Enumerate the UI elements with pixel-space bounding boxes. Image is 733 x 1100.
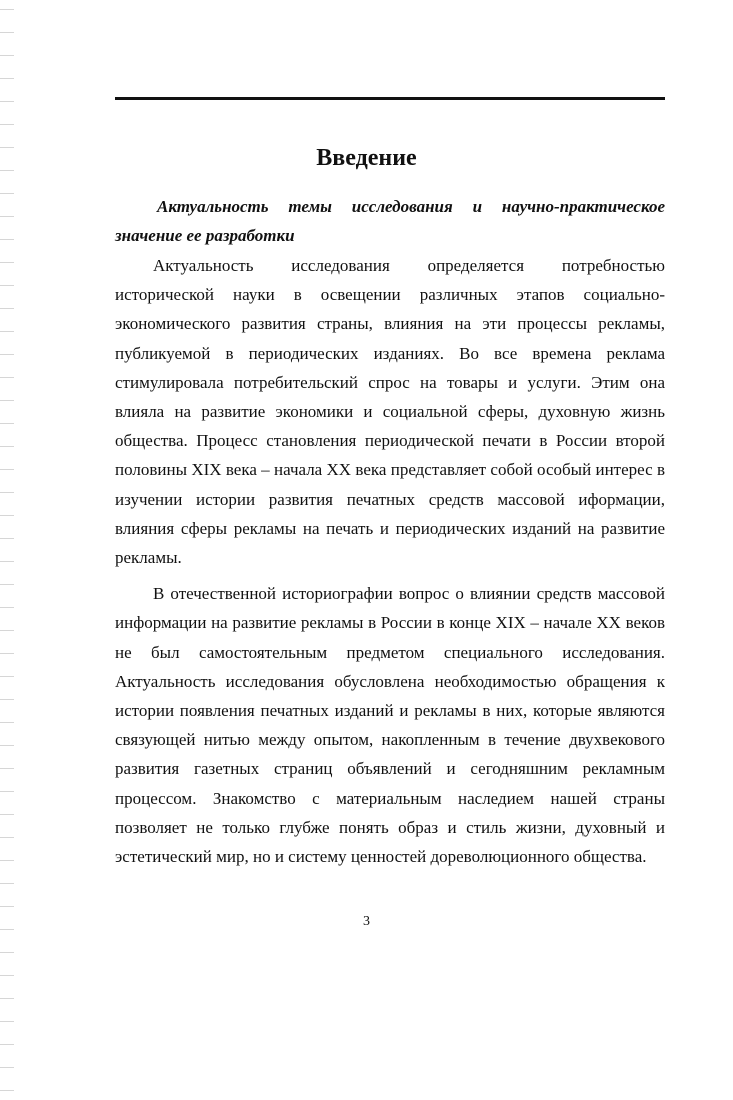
section-heading-line-2: значение ее разработки (115, 226, 295, 245)
paragraph-1: Актуальность исследования определяется потребностью исторической науки в освещении различных этапов социально-экономического развития страны, влияния на эти процессы рекламы, публикуемой в периодических изданиях. Во все времена реклама стимулировала потребительский спрос на товары и услуги. Этим она влияла на развитие экономики и социальной сферы, духовную жизнь общества. Процесс становления периодической печати в России второй половины XIX века – начала XX века представляет собой особый интерес в изучении истории развития печатных средств массовой иформации, влияния сферы рекламы на печать и периодических изданий на развитие рекламы. (115, 256, 665, 568)
page-number: 3 (363, 914, 370, 929)
body-text (115, 251, 665, 871)
header-rule (115, 97, 665, 100)
paragraph-2: В отечественной историографии вопрос о влиянии средств массовой информации на развитие рекламы в России в конце XIX – начале XX веков не был самостоятельным предметом специального исследования. Актуальность исследования обусловлена необходимостью обращения к истории появления печатных изданий и рекламы в них, которые являются связующей нитью между опытом, накопленным в течение двухвекового развития газетных страниц объявлений и сегодняшним рекламным процессом. Знакомство с материальным наследием нашей страны позволяет не только глубже понять образ и стиль жизни, духовный и эстетический мир, но и систему ценностей дореволюционного общества. (115, 584, 665, 867)
section-heading-line-1: Актуальность темы исследования и научно-практическое (157, 197, 665, 216)
page-title: Введение (316, 145, 417, 171)
section-heading (115, 192, 665, 250)
